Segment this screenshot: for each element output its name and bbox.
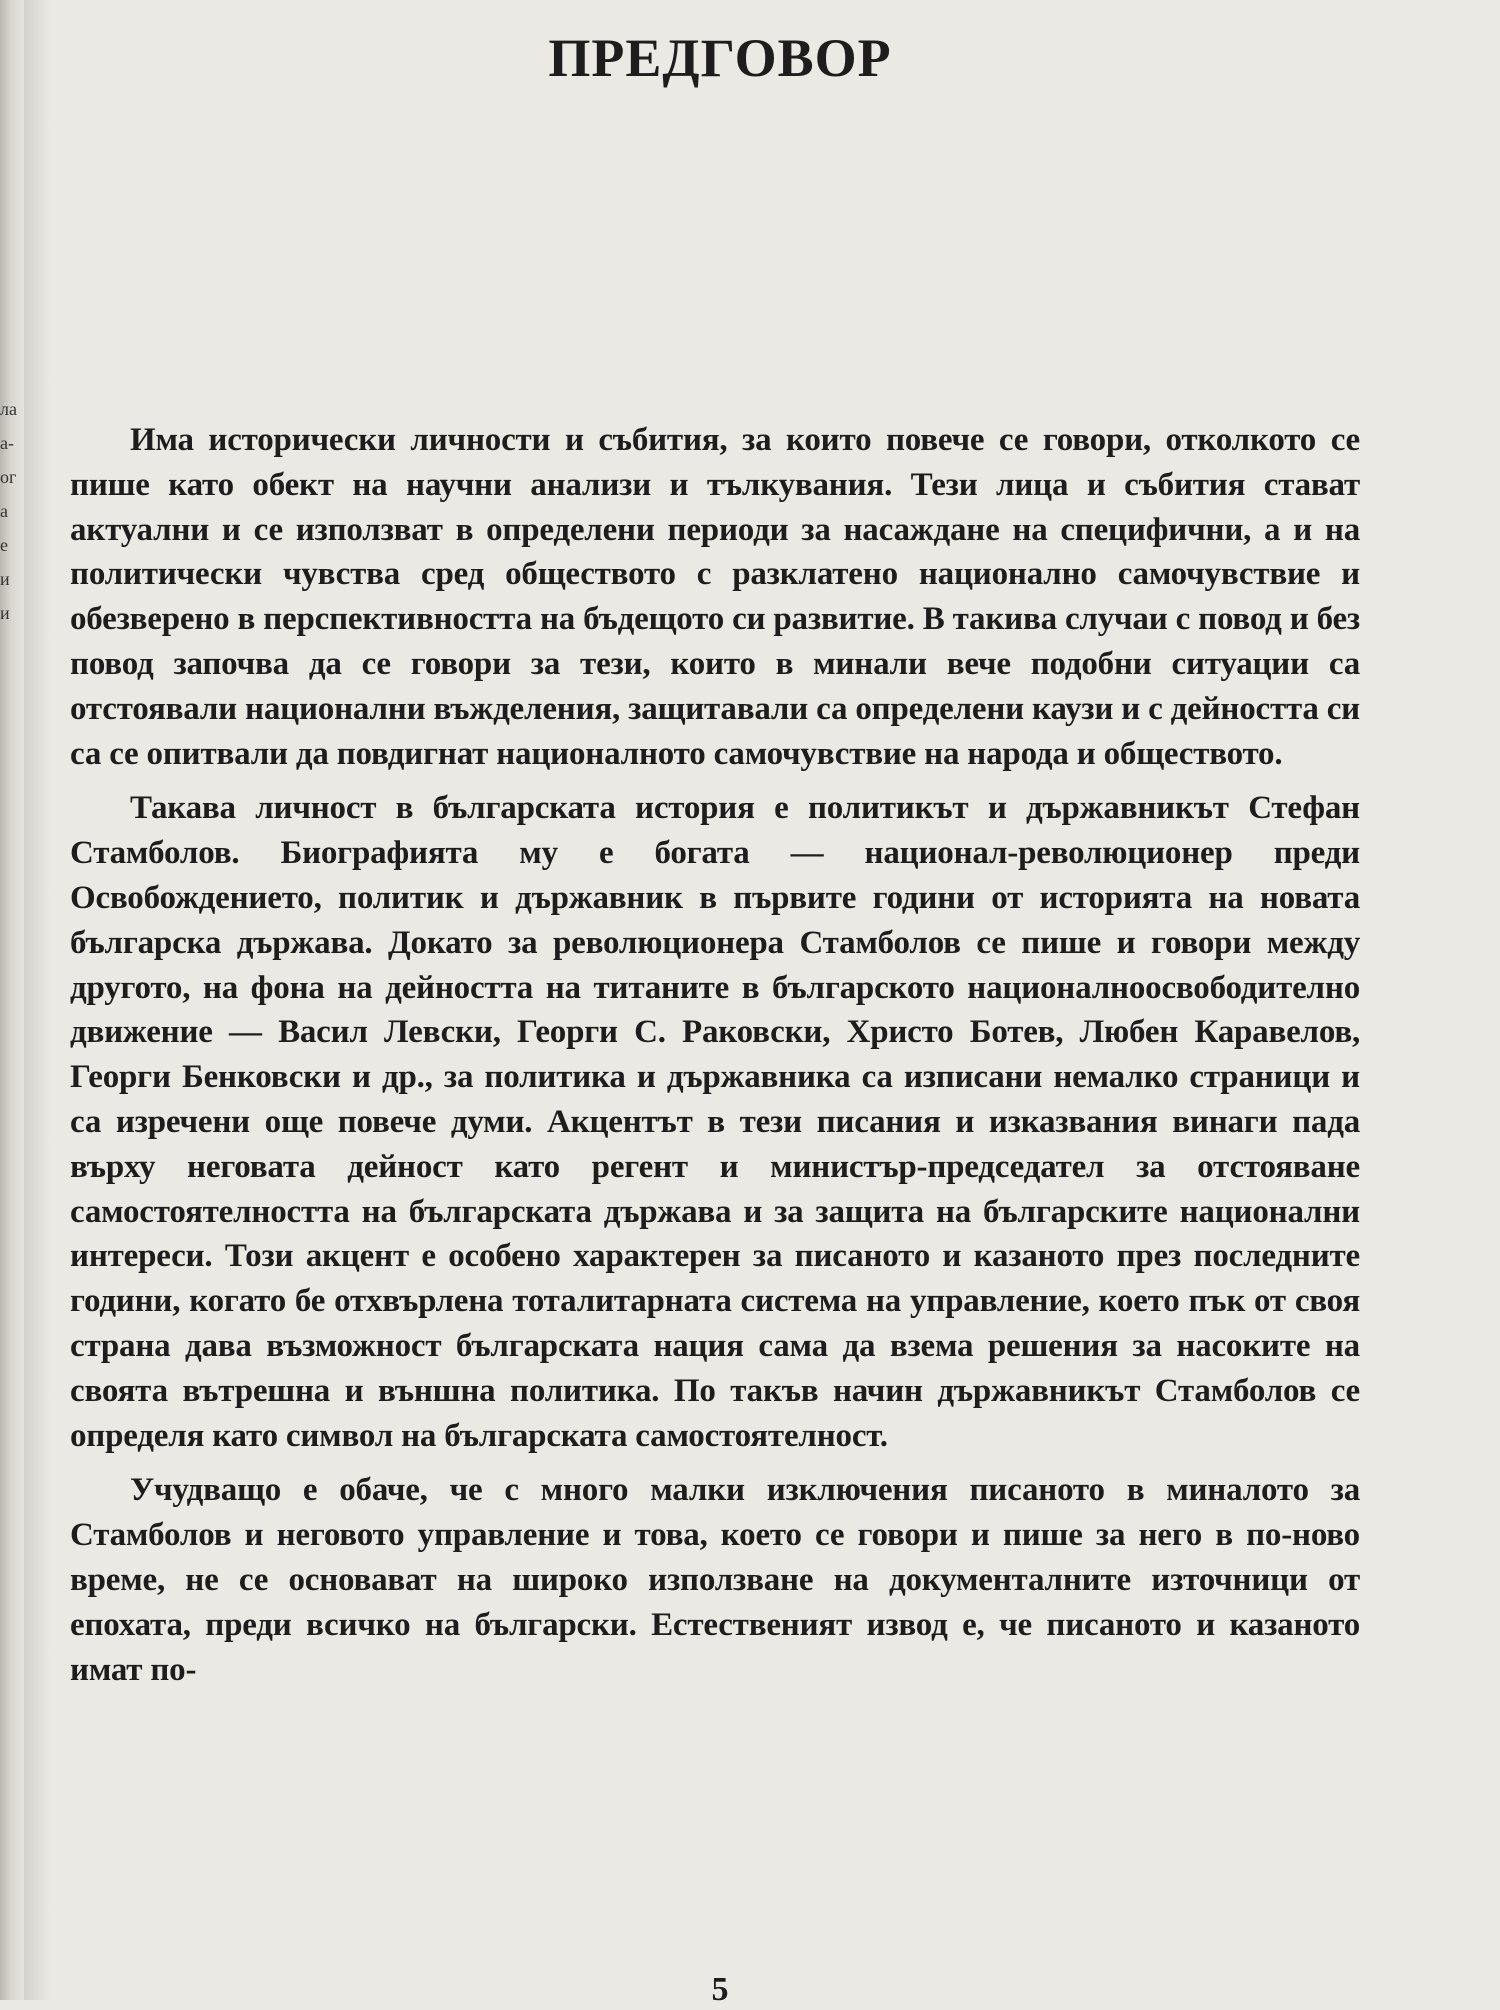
previous-page-fragment: а [0, 501, 8, 521]
book-spine [0, 0, 24, 2000]
page-number: 5 [711, 1971, 729, 2008]
previous-page-fragment: и [0, 569, 10, 589]
paragraph-1: Има исторически личности и събития, за които повече се говори, отколкото се пише като обект на научни анализи и тълкувания. Тези лица и събития стават актуални и се използват в определени периоди за насаждане на специфични, а и на политически чувства сред обществото с разклатено национално самочувствие и обезверено в перспективността на бъдещото си развитие. В такива случаи с повод и без повод започва да се говори за тези, които в минали вече подобни ситуации са отстоявали национални въжделения, защитавали са определени каузи и с дейността си са се опитвали да повдигнат националното самочувствие на народа и обществото. [70, 422, 1360, 772]
previous-page-fragment: ла [0, 399, 17, 419]
previous-page-edge [0, 392, 17, 630]
previous-page-fragment: е [0, 535, 8, 555]
body-text [70, 418, 1360, 1702]
book-page [70, 0, 1370, 2008]
page-title: ПРЕДГОВОР [548, 28, 892, 88]
spine-shadow [24, 0, 50, 2000]
previous-page-fragment: и [0, 603, 10, 623]
previous-page-fragment: ог [0, 467, 17, 487]
previous-page-fragment: а- [0, 433, 14, 453]
paragraph-2: Такава личност в българската история е политикът и държавникът Стефан Стамболов. Биографията му е богата — национал-революционер преди Освобождението, политик и държавник в първите години от историята на новата българска държава. Докато за революционера Стамболов се пише и говори между другото, на фона на дейността на титаните в българското националноосвободително движение — Васил Левски, Георги С. Раковски, Христо Ботев, Любен Каравелов, Георги Бенковски и др., за политика и държавника са изписани немалко страници и са изречени още повече думи. Акцентът в тези писания и изказвания винаги пада върху неговата дейност като регент и министър-председател за отстояване самостоятелността на българската държава и за защита на българските национални интереси. Този акцент е особено характерен за писаното и казаното през последните години, когато бе отхвърлена тоталитарната система на управление, което пък от своя страна дава възможност българската нация сама да взема решения за насоките на своята вътрешна и външна политика. По такъв начин държавникът Стамболов се определя като символ на българската самостоятелност. [70, 790, 1360, 1454]
paragraph-3: Учудващо е обаче, че с много малки изключения писаното в миналото за Стамболов и неговото управление и това, което се говори и пише за него в по-ново време, не се основават на широко използване на документалните източници от епохата, преди всичко на български. Естественият извод е, че писаното и казаното имат по- [70, 1472, 1360, 1688]
